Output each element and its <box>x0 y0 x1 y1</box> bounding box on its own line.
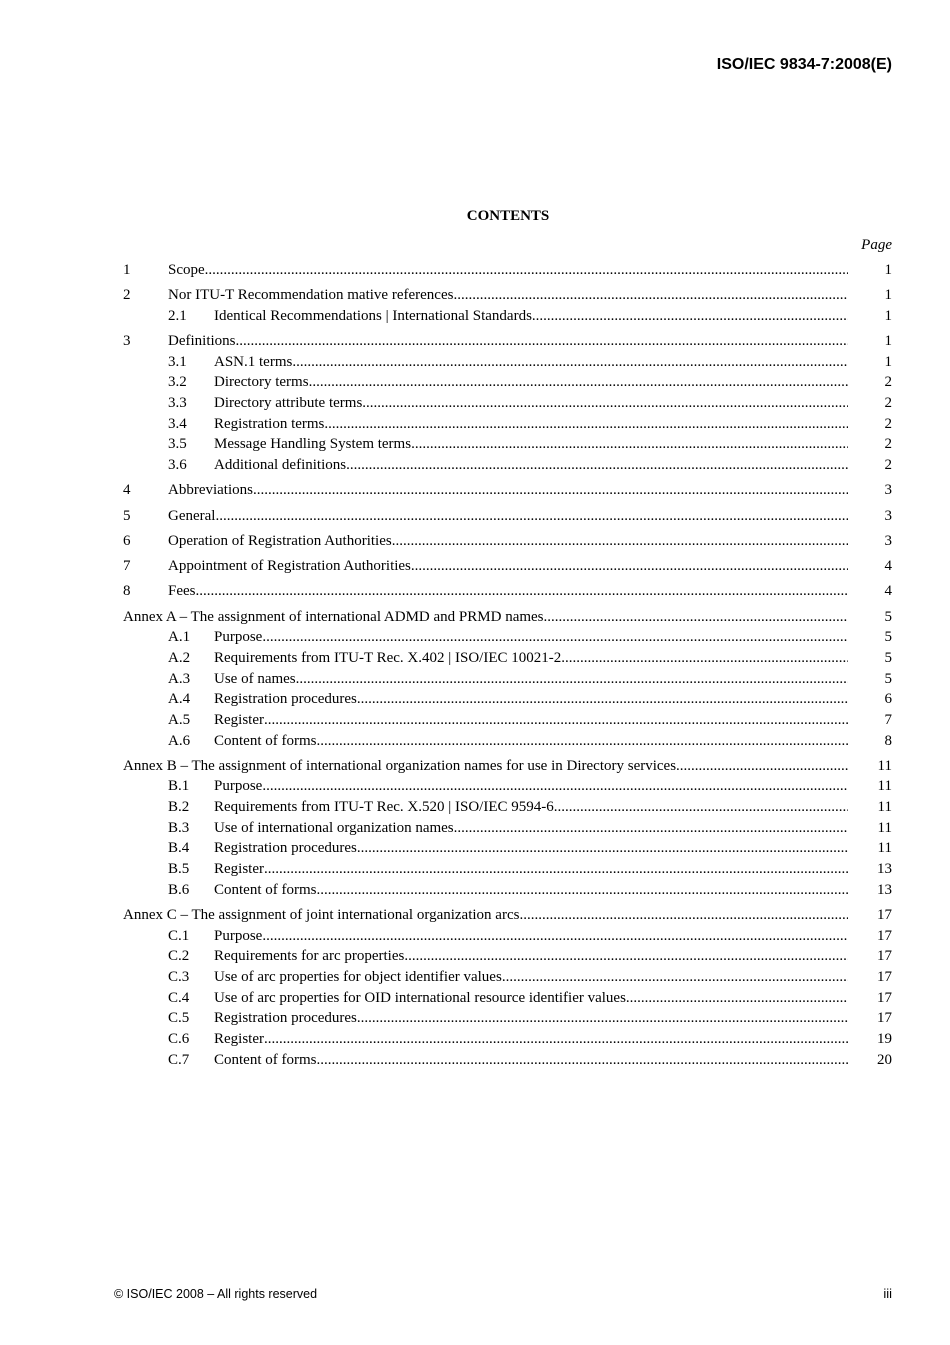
toc-entry-page: 19 <box>877 1031 892 1047</box>
toc-entry[interactable] <box>0 818 950 838</box>
toc-entry-number: 3.3 <box>168 395 187 411</box>
toc-entry[interactable] <box>0 988 950 1008</box>
toc-entry-page: 7 <box>884 712 892 728</box>
toc-entry[interactable] <box>0 1029 950 1049</box>
toc-entry-number: C.6 <box>168 1031 190 1047</box>
toc-entry[interactable] <box>0 731 950 751</box>
toc-entry-number: A.6 <box>168 733 191 749</box>
toc-entry[interactable] <box>0 946 950 966</box>
toc-entry[interactable] <box>0 352 950 372</box>
toc-annex-entry[interactable] <box>0 607 950 627</box>
toc-entry-number: 1 <box>123 262 131 278</box>
toc-entry-page: 17 <box>877 969 892 985</box>
toc-entry-title: Annex B – The assignment of international organization names for use in Directory services <box>123 758 677 774</box>
toc-entry-page: 2 <box>884 395 892 411</box>
toc-entry-number: B.6 <box>168 882 190 898</box>
toc-entry-page: 1 <box>884 333 892 349</box>
toc-entry[interactable] <box>0 797 950 817</box>
toc-entry-number: A.3 <box>168 671 191 687</box>
toc-entry-page: 11 <box>877 778 892 794</box>
page-number: iii <box>883 1286 892 1301</box>
toc-annex-entry[interactable] <box>0 905 950 925</box>
toc-entry-page: 13 <box>877 882 892 898</box>
toc-entry-title: Content of forms <box>214 1052 317 1068</box>
toc-entry-page: 5 <box>884 629 892 645</box>
toc-entry-page: 5 <box>884 650 892 666</box>
toc-entry-title: Message Handling System terms <box>214 436 412 452</box>
toc-entry-number: 3.2 <box>168 374 187 390</box>
toc-entry[interactable] <box>0 581 950 601</box>
toc-entry[interactable] <box>0 689 950 709</box>
toc-entry-title: Use of arc properties for object identifier values <box>214 969 502 985</box>
toc-entry-title: Registration procedures <box>214 691 357 707</box>
toc-entry-title: Operation of Registration Authorities <box>168 533 392 549</box>
toc-entry-title: Use of international organization names <box>214 820 454 836</box>
toc-entry[interactable] <box>0 627 950 647</box>
document-id: ISO/IEC 9834-7:2008(E) <box>716 56 892 73</box>
toc-entry[interactable] <box>0 776 950 796</box>
toc-entry[interactable] <box>0 434 950 454</box>
toc-entry-number: 5 <box>123 508 131 524</box>
toc-entry-title: Identical Recommendations | International Standards <box>214 308 532 324</box>
toc-entry-page: 2 <box>884 374 892 390</box>
toc-entry[interactable] <box>0 838 950 858</box>
toc-entry-page: 3 <box>884 533 892 549</box>
toc-entry[interactable] <box>0 455 950 475</box>
toc-entry-page: 5 <box>884 671 892 687</box>
toc-entry-page: 2 <box>884 436 892 452</box>
toc-entry[interactable] <box>0 285 950 305</box>
toc-entry-page: 11 <box>877 820 892 836</box>
toc-entry-number: B.1 <box>168 778 190 794</box>
toc-entry-title: Directory attribute terms <box>214 395 363 411</box>
toc-entry-page: 6 <box>884 691 892 707</box>
toc-entry-title: Annex A – The assignment of international ADMD and PRMD names <box>123 609 544 625</box>
toc-entry[interactable] <box>0 648 950 668</box>
toc-entry-page: 13 <box>877 861 892 877</box>
toc-entry-title: Appointment of Registration Authorities <box>168 558 411 574</box>
toc-entry-number: C.7 <box>168 1052 190 1068</box>
toc-entry-title: General <box>168 508 216 524</box>
toc-entry-page: 17 <box>877 1010 892 1026</box>
toc-entry-page: 1 <box>884 262 892 278</box>
toc-entry-title: Requirements from ITU-T Rec. X.520 | ISO/IEC 9594-6 <box>214 799 554 815</box>
toc-entry-title: Nor ITU-T Recommendation mative references <box>168 287 454 303</box>
toc-entry-page: 17 <box>877 990 892 1006</box>
toc-entry-number: 2 <box>123 287 131 303</box>
toc-entry-number: C.5 <box>168 1010 190 1026</box>
toc-entry-title: Definitions <box>168 333 236 349</box>
toc-entry-page: 17 <box>877 948 892 964</box>
toc-entry-title: Scope <box>168 262 205 278</box>
toc-entry-title: Requirements for arc properties <box>214 948 405 964</box>
toc-entry-number: B.2 <box>168 799 190 815</box>
toc-entry-page: 1 <box>884 354 892 370</box>
toc-entry-number: 3.1 <box>168 354 187 370</box>
toc-entry-page: 1 <box>884 287 892 303</box>
toc-entry-title: Use of names <box>214 671 296 687</box>
toc-entry-page: 11 <box>877 840 892 856</box>
toc-entry-title: Purpose <box>214 928 263 944</box>
toc-entry-page: 5 <box>884 609 892 625</box>
toc-entry[interactable] <box>0 480 950 500</box>
page-column-label: Page <box>861 237 892 253</box>
toc-entry-page: 11 <box>877 799 892 815</box>
toc-entry[interactable] <box>0 880 950 900</box>
toc-annex-entry[interactable] <box>0 756 950 776</box>
toc-entry-page: 17 <box>877 907 892 923</box>
toc-entry-number: A.5 <box>168 712 191 728</box>
toc-entry-number: B.4 <box>168 840 190 856</box>
toc-entry[interactable] <box>0 926 950 946</box>
toc-entry[interactable] <box>0 1008 950 1028</box>
toc-entry-page: 8 <box>884 733 892 749</box>
toc-entry[interactable] <box>0 331 950 351</box>
toc-entry-title: Content of forms <box>214 882 317 898</box>
toc-entry-title: Registration terms <box>214 416 325 432</box>
toc-entry-number: B.3 <box>168 820 190 836</box>
toc-entry-number: B.5 <box>168 861 190 877</box>
toc-entry-number: 2.1 <box>168 308 187 324</box>
toc-entry-title: Directory terms <box>214 374 309 390</box>
toc-entry[interactable] <box>0 556 950 576</box>
toc-entry-title: Annex C – The assignment of joint international organization arcs <box>123 907 520 923</box>
toc-entry-title: Additional definitions <box>214 457 347 473</box>
toc-entry-number: C.2 <box>168 948 190 964</box>
toc-entry-page: 20 <box>877 1052 892 1068</box>
toc-entry-page: 1 <box>884 308 892 324</box>
toc-entry-title: Register <box>214 1031 264 1047</box>
copyright-notice: © ISO/IEC 2008 – All rights reserved <box>114 1287 318 1301</box>
toc-entry[interactable] <box>0 414 950 434</box>
toc-entry[interactable] <box>0 967 950 987</box>
toc-entry-number: 7 <box>123 558 131 574</box>
toc-entry-number: 4 <box>123 482 131 498</box>
toc-entry-number: C.3 <box>168 969 190 985</box>
toc-entry-page: 3 <box>884 508 892 524</box>
contents-title: CONTENTS <box>466 208 550 224</box>
toc-entry-title: ASN.1 terms <box>214 354 293 370</box>
toc-entry[interactable] <box>0 260 950 280</box>
toc-entry[interactable] <box>0 506 950 526</box>
toc-entry-page: 3 <box>884 482 892 498</box>
toc-entry[interactable] <box>0 531 950 551</box>
toc-entry-title: Register <box>214 861 264 877</box>
toc-entry-title: Requirements from ITU-T Rec. X.402 | ISO/IEC 10021-2 <box>214 650 562 666</box>
toc-entry-number: 3.4 <box>168 416 187 432</box>
toc-entry-title: Registration procedures <box>214 840 357 856</box>
toc-entry-title: Registration procedures <box>214 1010 357 1026</box>
toc-entry[interactable] <box>0 669 950 689</box>
toc-entry-title: Use of arc properties for OID international resource identifier values <box>214 990 626 1006</box>
toc-entry-number: C.4 <box>168 990 190 1006</box>
toc-entry[interactable] <box>0 1050 950 1070</box>
toc-entry[interactable] <box>0 393 950 413</box>
toc-entry-title: Abbreviations <box>168 482 253 498</box>
toc-entry-page: 11 <box>877 758 892 774</box>
toc-entry-number: 6 <box>123 533 131 549</box>
toc-entry-page: 4 <box>884 558 892 574</box>
toc-entry-page: 2 <box>884 457 892 473</box>
toc-entry-number: 3 <box>123 333 131 349</box>
toc-entry-page: 2 <box>884 416 892 432</box>
toc-entry-number: 3.6 <box>168 457 187 473</box>
toc-entry-title: Content of forms <box>214 733 317 749</box>
toc-entry-page: 17 <box>877 928 892 944</box>
toc-entry-number: A.1 <box>168 629 191 645</box>
toc-entry-page: 4 <box>884 583 892 599</box>
toc-entry-title: Register <box>214 712 264 728</box>
toc-entry-title: Fees <box>168 583 196 599</box>
toc-entry-title: Purpose <box>214 778 263 794</box>
toc-entry[interactable] <box>0 710 950 730</box>
toc-entry-number: A.4 <box>168 691 191 707</box>
toc-entry-number: C.1 <box>168 928 190 944</box>
toc-entry[interactable] <box>0 306 950 326</box>
toc-entry-number: 8 <box>123 583 131 599</box>
toc-entry-number: A.2 <box>168 650 191 666</box>
toc-entry[interactable] <box>0 859 950 879</box>
toc-entry-number: 3.5 <box>168 436 187 452</box>
toc-entry-title: Purpose <box>214 629 263 645</box>
toc-entry[interactable] <box>0 372 950 392</box>
